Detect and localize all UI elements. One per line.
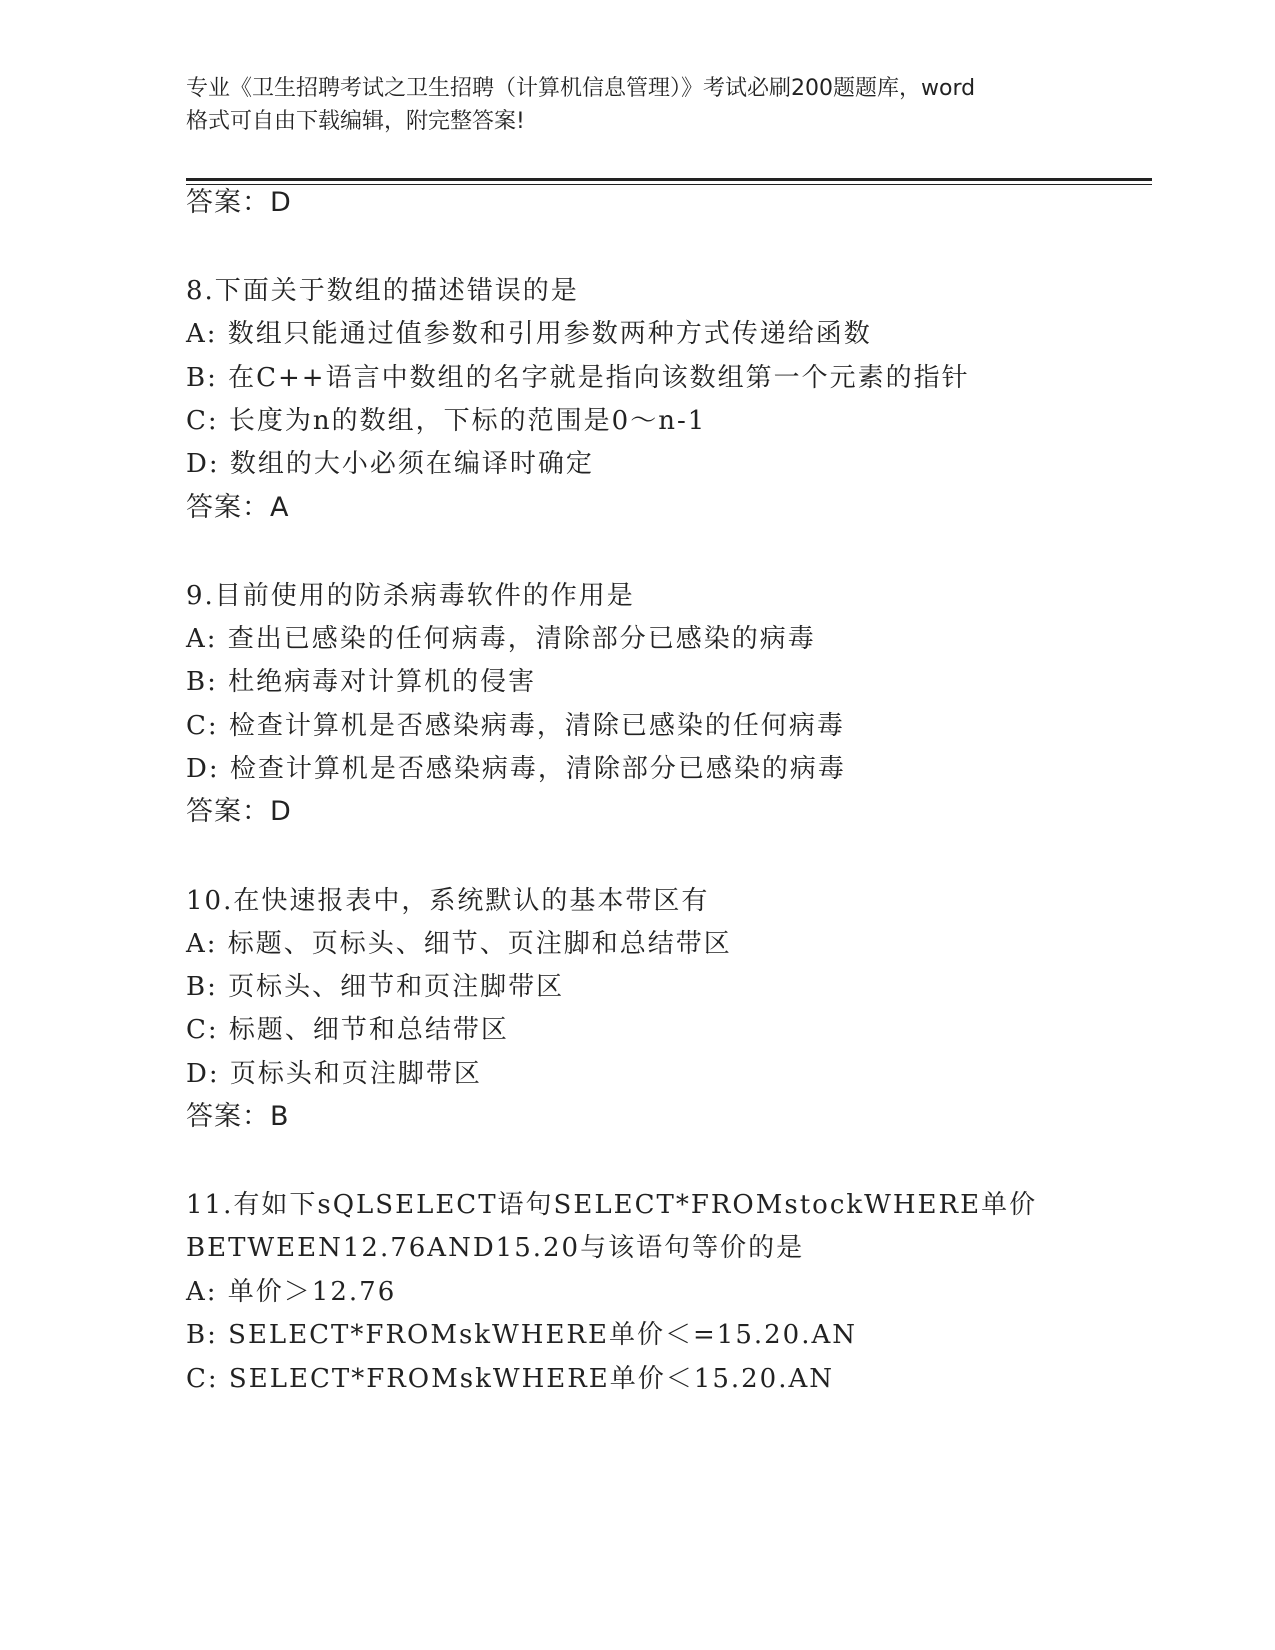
question-9: 9.目前使用的防杀病毒软件的作用是 xyxy=(186,581,635,611)
question-10-option-a: A: 标题、页标头、细节、页注脚和总结带区 xyxy=(186,929,732,959)
question-10-option-b: B: 页标头、细节和页注脚带区 xyxy=(186,972,565,1002)
question-10-option-c: C: 标题、细节和总结带区 xyxy=(186,1015,509,1045)
question-9-option-d: D: 检查计算机是否感染病毒，清除部分已感染的病毒 xyxy=(186,754,846,784)
header-line-2: 格式可自由下载编辑，附完整答案! xyxy=(186,109,525,134)
question-9-answer: 答案：D xyxy=(186,796,292,827)
question-8-option-d: D: 数组的大小必须在编译时确定 xyxy=(186,449,594,479)
answer-previous: 答案：D xyxy=(186,187,292,218)
question-9-option-c: C: 检查计算机是否感染病毒，清除已感染的任何病毒 xyxy=(186,711,845,741)
question-9-option-b: B: 杜绝病毒对计算机的侵害 xyxy=(186,667,537,697)
question-11-option-a: A: 单价＞12.76 xyxy=(186,1277,397,1307)
question-10: 10.在快速报表中，系统默认的基本带区有 xyxy=(186,886,710,916)
question-8-answer: 答案：A xyxy=(186,492,290,523)
question-8-option-c: C: 长度为n的数组，下标的范围是0～n-1 xyxy=(186,406,707,436)
header-line-1: 专业《卫生招聘考试之卫生招聘（计算机信息管理）》考试必刷200题题库，word xyxy=(186,76,976,101)
question-9-option-a: A: 查出已感染的任何病毒，清除部分已感染的病毒 xyxy=(186,624,816,654)
question-11-line-1: 11.有如下sQLSELECT语句SELECT*FROMstockWHERE单价 xyxy=(186,1190,1038,1220)
question-8-option-a: A: 数组只能通过值参数和引用参数两种方式传递给函数 xyxy=(186,319,872,349)
header-divider xyxy=(186,178,1152,181)
question-8: 8.下面关于数组的描述错误的是 xyxy=(186,276,579,306)
question-10-option-d: D: 页标头和页注脚带区 xyxy=(186,1059,482,1089)
question-10-answer: 答案：B xyxy=(186,1101,290,1132)
question-11-option-c: C: SELECT*FROMskWHERE单价＜15.20.AN xyxy=(186,1364,834,1394)
document-header xyxy=(186,72,1106,138)
question-11-option-b: B: SELECT*FROMskWHERE单价＜=15.20.AN xyxy=(186,1320,857,1350)
header-divider-thin xyxy=(186,184,1152,185)
question-11-line-2: BETWEEN12.76AND15.20与该语句等价的是 xyxy=(186,1233,805,1263)
question-8-option-b: B: 在C++语言中数组的名字就是指向该数组第一个元素的指针 xyxy=(186,363,970,393)
